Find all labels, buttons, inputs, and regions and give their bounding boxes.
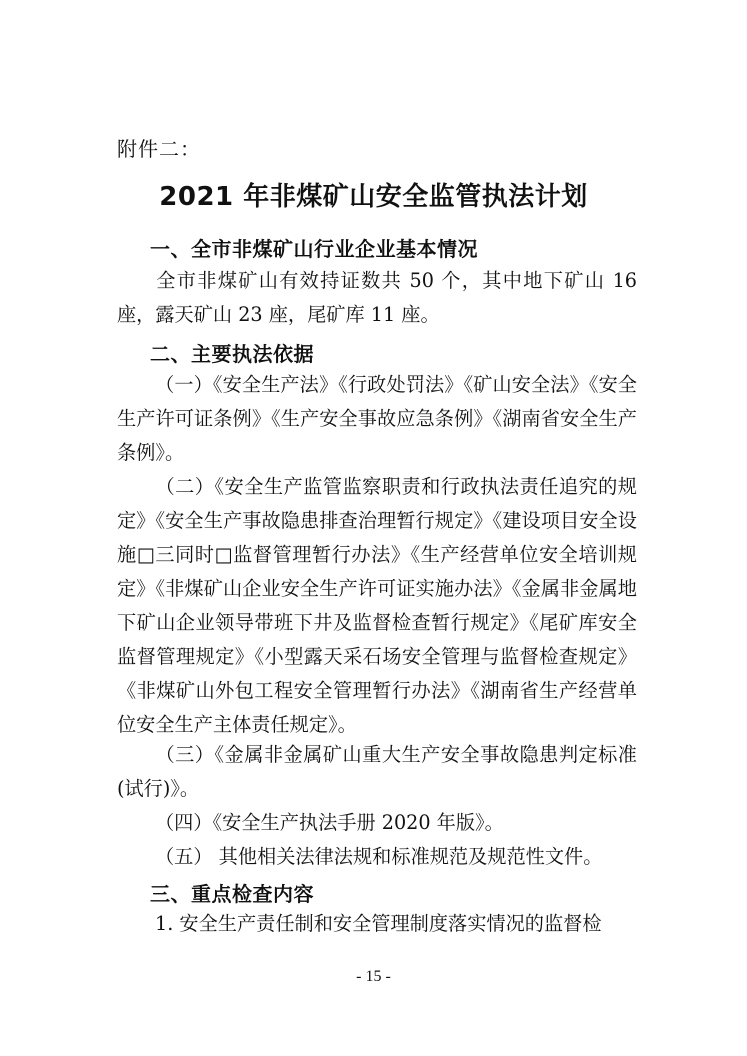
basis-item-1-text: （一）《安全生产法》《行政处罚法》《矿山安全法》《安全生产许可证条例》《生产安全事故应急条例》《湖南省安全生产条例》。 [117, 373, 637, 464]
basis-item-2-text: （二）《安全生产监管监察职责和行政执法责任追究的规定》《安全生产事故隐患排查治理暂行规定》《建设项目安全设施□三同时□监督管理暂行办法》《生产经营单位安全培训规定》《非煤矿山企业安全生产许可证实施办法》《金属非金属地下矿山企业领导带班下井及监督检查暂行规定》《尾矿库安全监督管理规定》《小型露天采石场安全管理与监督检查规定》《非煤矿山外包工程安全管理暂行办法》《湖南省生产经营单位安全生产主体责任规定》。 [117, 475, 637, 736]
section-1-heading: 一、全市非煤矿山行业企业基本情况 [150, 237, 478, 261]
basis-item-5-text: （五） 其他相关法律法规和标准规范及规范性文件。 [155, 845, 603, 868]
basis-item-4 [117, 806, 637, 840]
basis-item-4-text: （四）《安全生产执法手册 2020 年版》。 [155, 811, 504, 834]
basis-item-3-text: （三）《金属非金属矿山重大生产安全事故隐患判定标准(试行)》。 [117, 743, 637, 800]
section-1-text: 全市非煤矿山有效持证数共 50 个，其中地下矿山 16 座，露天矿山 23 座，尾矿库 11 座。 [117, 269, 637, 326]
inspection-item-1-text: 1. 安全生产责任制和安全管理制度落实情况的监督检 [155, 912, 602, 935]
inspection-item-1 [117, 907, 637, 941]
basis-item-2 [117, 470, 637, 742]
basis-item-5 [117, 840, 637, 874]
basis-item-1 [117, 368, 637, 470]
section-3-heading: 三、重点检查内容 [150, 882, 314, 906]
section-2-heading: 二、主要执法依据 [150, 342, 314, 366]
document-title: 2021 年非煤矿山安全监管执法计划 [159, 182, 588, 212]
page-number: - 15 - [356, 968, 391, 985]
basis-item-3 [117, 738, 637, 806]
section-1-paragraph [117, 264, 637, 332]
annex-label: 附件二： [117, 137, 201, 161]
